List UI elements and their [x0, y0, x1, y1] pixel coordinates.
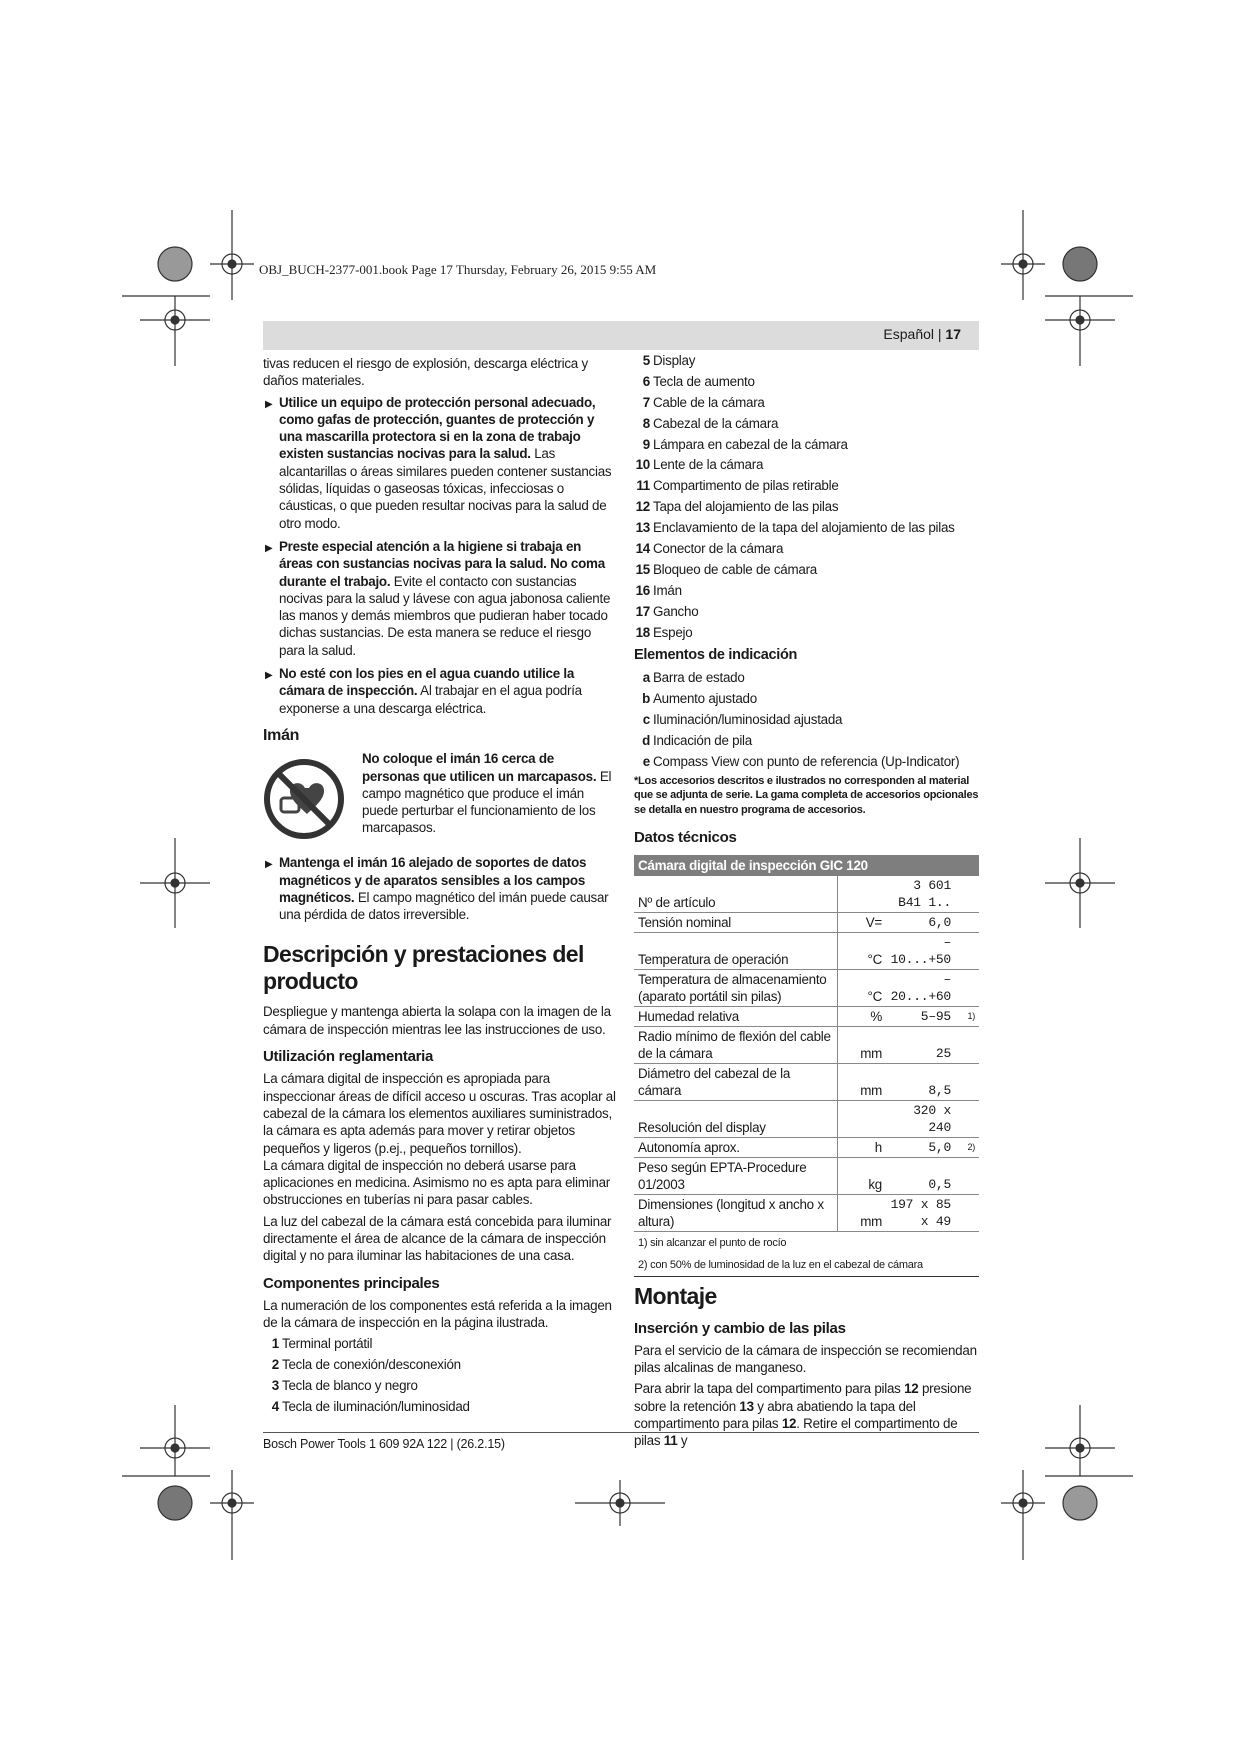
footer-divider [263, 1432, 979, 1433]
header-separator: | [937, 326, 942, 342]
row-footnote [955, 969, 979, 1006]
item-label: Enclavamiento de la tapa del alojamiento de las pilas [653, 520, 955, 536]
row-label: Autonomía aprox. [634, 1137, 838, 1157]
list-item [634, 603, 979, 620]
comp-intro: La numeración de los componentes está referida a la imagen de la cámara de inspección en la página ilustrada. [263, 1297, 612, 1331]
row-footnote [955, 1026, 979, 1063]
right-column [634, 355, 979, 1454]
pilas-ref: 12 [904, 1381, 919, 1397]
item-number: 17 [635, 603, 650, 619]
row-unit: h [838, 1137, 885, 1157]
item-label: Tecla de blanco y negro [282, 1378, 418, 1394]
list-item [634, 753, 979, 770]
item-number: 11 [636, 478, 650, 494]
bullet-text: Evite el contacto con sustancias nocivas para la salud y lávese con agua jabonosa caliente las manos y demás miembros que pudieran haber tocado dichas sustancias. De esta manera se reduce el riesgo para la salud. [279, 573, 611, 658]
item-label: Iluminación/luminosidad ajustada [653, 711, 843, 727]
row-label: Diámetro del cabezal de la cámara [634, 1063, 838, 1100]
list-item [634, 498, 979, 515]
row-unit: °C [838, 969, 885, 1006]
row-unit: mm [838, 1026, 885, 1063]
no-pacemaker-icon [263, 758, 345, 840]
item-number: 12 [635, 499, 650, 515]
row-unit [838, 1100, 885, 1137]
accessories-note: *Los accesorios descritos e ilustrados no corresponden al material que se adjunta de serie. La gama completa de accesorios opcionales se detalla en nuestro programa de accesorios. [634, 775, 979, 816]
list-item [634, 394, 979, 411]
table-row [634, 1157, 979, 1194]
left-column [263, 355, 618, 1419]
indic-heading: Elementos de indicación [634, 646, 798, 663]
row-unit [838, 876, 885, 913]
pilas-ref: 12 [781, 1416, 797, 1432]
row-footnote: 2) [955, 1137, 979, 1157]
list-item [634, 456, 979, 473]
row-value: –20...+60 [884, 969, 955, 1006]
bullet-arrow-icon: ▶ [265, 859, 273, 871]
row-footnote [955, 1194, 979, 1231]
row-value: 8,5 [884, 1063, 955, 1100]
table-row [634, 1194, 979, 1231]
bullet-bold: Mantenga el imán 16 alejado de soportes de datos magnéticos y de aparatos sensibles a los campos magnéticos. [279, 855, 587, 905]
table-title: Cámara digital de inspección GIC 120 [634, 855, 979, 876]
row-label: Radio mínimo de flexión del cable de la cámara [634, 1026, 838, 1063]
table-footnote: 1) sin alcanzar el punto de rocío [638, 1236, 787, 1249]
bullet-arrow-icon: ▶ [265, 542, 273, 554]
table-row [634, 1026, 979, 1063]
safety-bullet [263, 665, 618, 717]
list-item [634, 373, 979, 390]
datos-heading: Datos técnicos [634, 829, 737, 847]
util-paragraph: La luz del cabezal de la cámara está concebida para iluminar directamente el área de alcance de la cámara de inspección digital y no para iluminar las habitaciones de una casa. [263, 1213, 612, 1264]
list-item [263, 1377, 618, 1394]
row-value: 3 601 B41 1.. [884, 876, 955, 913]
row-label: Humedad relativa [634, 1006, 838, 1026]
comp-heading: Componentes principales [263, 1274, 440, 1292]
item-label: Espejo [653, 624, 693, 640]
pilas-text: y [677, 1433, 688, 1449]
row-unit: mm [838, 1194, 885, 1231]
item-letter: c [642, 711, 650, 727]
table-row [634, 969, 979, 1006]
bullet-text: Al trabajar en el agua podría exponerse a una descarga eléctrica. [279, 683, 582, 716]
item-letter: d [642, 732, 650, 748]
row-label: Temperatura de almacenamiento (aparato portátil sin pilas) [634, 969, 838, 1006]
row-unit: % [838, 1006, 885, 1026]
bullet-bold: Preste especial atención a la higiene si trabaja en áreas con sustancias nocivas para la salud. No coma durante el trabajo. [279, 538, 605, 589]
footnote-row [634, 1254, 979, 1277]
pilas-text: . Retire el compartimento de pilas [634, 1416, 958, 1449]
item-label: Tapa del alojamiento de las pilas [653, 499, 839, 515]
list-item [634, 711, 979, 728]
section-intro: Despliegue y mantenga abierta la solapa con la imagen de la cámara de inspección mientras lee las instrucciones de uso. [263, 1004, 611, 1037]
row-unit: °C [838, 932, 885, 969]
item-number: 6 [642, 373, 650, 389]
bullet-text: Las alcantarillas o áreas similares pueden contener sustancias sólidas, líquidas o gaseosas tóxicas, infecciosas o cáusticas, o que pueden resultar nocivas para la salud de otro modo. [279, 446, 612, 531]
list-item [634, 561, 979, 578]
components-list-left [263, 1335, 618, 1415]
item-label: Display [653, 353, 696, 368]
list-item [263, 1335, 618, 1352]
item-label: Lente de la cámara [653, 457, 764, 473]
item-number: 4 [271, 1399, 279, 1415]
row-footnote [955, 932, 979, 969]
indicators-list [634, 669, 979, 770]
item-number: 13 [635, 520, 650, 536]
intro-text: tivas reducen el riesgo de explosión, descarga eléctrica y daños materiales. [263, 356, 588, 389]
table-row [634, 876, 979, 913]
row-value: 320 x 240 [884, 1100, 955, 1137]
pilas-text: Para abrir la tapa del compartimento para pilas [634, 1381, 905, 1397]
item-number: 1 [271, 1336, 279, 1352]
bullet-text: El campo magnético del imán puede causar una pérdida de datos irreversible. [279, 889, 609, 923]
item-label: Tecla de aumento [653, 373, 755, 389]
pacemaker-warning [263, 750, 618, 840]
table-row [634, 912, 979, 932]
row-value: 197 x 85 x 49 [884, 1194, 955, 1231]
item-label: Terminal portátil [282, 1336, 373, 1352]
table-footnote: 2) con 50% de luminosidad de la luz en el cabezal de cámara [634, 1254, 979, 1277]
item-number: 3 [271, 1378, 279, 1394]
util-paragraph: La cámara digital de inspección es apropiada para inspeccionar áreas de difícil acceso u oscuras. Tras acoplar al cabezal de la cámara los elementos auxiliares suministrados, la cámara es apta además para mover y retirar objetos pequeños y ligeros (p.ej., pequeños tornillos). [263, 1071, 616, 1156]
item-number: 18 [635, 624, 650, 640]
row-footnote [955, 912, 979, 932]
item-number: 15 [635, 561, 650, 577]
row-label: Tensión nominal [634, 912, 838, 932]
spec-table [634, 855, 979, 1277]
row-unit: V= [838, 912, 885, 932]
pilas-paragraph [634, 1380, 979, 1449]
item-label: Compartimento de pilas retirable [653, 478, 839, 494]
item-number: 10 [635, 457, 650, 473]
safety-bullet [263, 854, 618, 923]
list-item [634, 624, 979, 641]
list-item [634, 582, 979, 599]
table-row [634, 1100, 979, 1137]
util-heading: Utilización reglamentaria [263, 1048, 434, 1066]
row-footnote [955, 876, 979, 913]
warning-body: El campo magnético que produce el imán puede perturbar el funcionamiento de los marcapasos. [362, 768, 612, 836]
item-label: Aumento ajustado [653, 691, 757, 707]
warning-bold: No coloque el imán 16 cerca de personas que utilicen un marcapasos. [362, 751, 597, 784]
row-label: Temperatura de operación [634, 932, 838, 969]
item-label: Cabezal de la cámara [653, 415, 779, 431]
table-row [634, 1063, 979, 1100]
print-info: OBJ_BUCH-2377-001.book Page 17 Thursday, February 26, 2015 9:55 AM [259, 262, 657, 277]
pilas-ref: 13 [739, 1398, 754, 1414]
header-language: Español [883, 326, 934, 342]
row-value: 5,0 [884, 1137, 955, 1157]
item-label: Conector de la cámara [653, 541, 784, 557]
components-list-right [634, 352, 979, 641]
pilas-paragraph: Para el servicio de la cámara de inspección se recomiendan pilas alcalinas de manganeso. [634, 1342, 977, 1376]
iman-heading: Imán [263, 726, 300, 744]
table-row [634, 1006, 979, 1026]
list-item [634, 415, 979, 432]
pilas-text: y abra abatiendo la tapa del compartimento para pilas [634, 1398, 916, 1432]
footnote-row [634, 1231, 979, 1254]
row-footnote [955, 1063, 979, 1100]
row-label: Resolución del display [634, 1100, 838, 1137]
warning-text [362, 750, 612, 840]
row-value: –10...+50 [884, 932, 955, 969]
page-header [263, 321, 979, 350]
item-number: 14 [635, 541, 650, 557]
item-label: Tecla de iluminación/luminosidad [282, 1399, 470, 1415]
bullet-arrow-icon: ▶ [265, 398, 273, 410]
item-letter: b [642, 691, 650, 707]
item-number: 2 [271, 1357, 279, 1373]
item-label: Compass View con punto de referencia (Up-Indicator) [653, 753, 960, 769]
header-label [883, 326, 961, 342]
list-item [634, 352, 979, 369]
item-label: Gancho [653, 603, 699, 619]
safety-bullet [263, 538, 618, 659]
montaje-title: Montaje [634, 1282, 717, 1309]
row-value: 6,0 [884, 912, 955, 932]
row-label: Dimensiones (longitud x ancho x altura) [634, 1194, 838, 1231]
item-number: 16 [635, 582, 650, 598]
item-label: Indicación de pila [653, 732, 752, 748]
item-label: Tecla de conexión/desconexión [282, 1357, 461, 1373]
row-label: Peso según EPTA-Procedure 01/2003 [634, 1157, 838, 1194]
list-item [263, 1398, 618, 1415]
list-item [634, 732, 979, 749]
item-label: Lámpara en cabezal de la cámara [653, 436, 848, 452]
row-value: 0,5 [884, 1157, 955, 1194]
row-unit: kg [838, 1157, 885, 1194]
table-row [634, 932, 979, 969]
list-item [634, 540, 979, 557]
pilas-ref: 11 [663, 1433, 678, 1449]
util-paragraph: La cámara digital de inspección no deberá usarse para aplicaciones en medicina. Asimismo no es apta para eliminar obstrucciones en tuberías ni para pasar cables. [263, 1157, 610, 1208]
pilas-text: presione sobre la retención [634, 1381, 972, 1414]
list-item [634, 519, 979, 536]
header-page-number: 17 [945, 326, 961, 342]
row-value: 25 [884, 1026, 955, 1063]
list-item [634, 690, 979, 707]
pilas-heading: Inserción y cambio de las pilas [634, 1319, 846, 1337]
row-footnote [955, 1157, 979, 1194]
item-label: Cable de la cámara [653, 394, 765, 410]
list-item [634, 436, 979, 453]
item-number: 5 [642, 353, 650, 368]
item-label: Imán [653, 582, 682, 598]
item-number: 9 [642, 436, 650, 452]
item-label: Barra de estado [653, 670, 745, 686]
row-unit: mm [838, 1063, 885, 1100]
item-number: 7 [642, 394, 650, 410]
item-letter: a [642, 670, 650, 686]
bullet-arrow-icon: ▶ [265, 670, 273, 682]
page-footer: Bosch Power Tools 1 609 92A 122 | (26.2.15) [263, 1437, 505, 1451]
item-label: Bloqueo de cable de cámara [653, 561, 817, 577]
row-value: 5–95 [884, 1006, 955, 1026]
safety-bullet [263, 394, 618, 532]
table-header [634, 855, 979, 876]
list-item [263, 1356, 618, 1373]
list-item [634, 477, 979, 494]
list-item [634, 669, 979, 686]
row-label: Nº de artículo [634, 876, 838, 913]
row-footnote [955, 1100, 979, 1137]
item-letter: e [642, 753, 650, 769]
item-number: 8 [642, 415, 650, 431]
bullet-bold: Utilice un equipo de protección personal adecuado, como gafas de protección, guantes de protección y una mascarilla protectora si en la zona de trabajo existen sustancias nocivas para la salud. [279, 394, 596, 462]
bullet-bold: No esté con los pies en el agua cuando utilice la cámara de inspección. [279, 666, 575, 699]
section-title: Descripción y prestaciones del producto [263, 941, 584, 995]
row-footnote: 1) [955, 1006, 979, 1026]
table-row [634, 1137, 979, 1157]
